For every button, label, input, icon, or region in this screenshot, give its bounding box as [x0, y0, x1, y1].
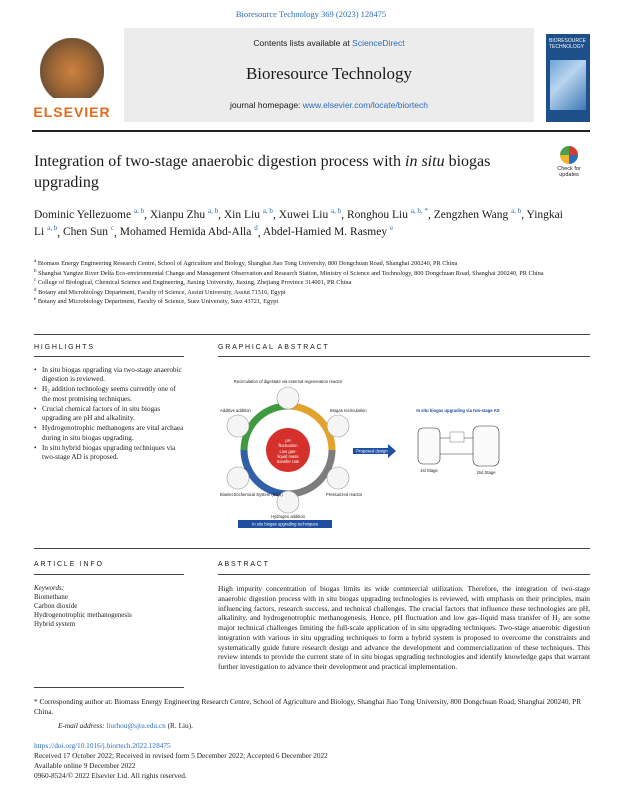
- author-name[interactable]: Mohamed Hemida Abd-Alla: [119, 226, 252, 239]
- affiliation-text: Botany and Microbiology Department, Faculty of Science, Assiut University, Assiut 71516, Egypt: [38, 288, 286, 296]
- caption-text: In situ biogas upgrading techniques: [252, 521, 318, 527]
- affiliation: [34, 297, 574, 307]
- label-bes: Bioelectrochemical System (BES): [220, 492, 283, 497]
- arrow-label: Proposed design: [356, 448, 388, 454]
- recirculation-node: [327, 415, 349, 437]
- author-affiliation-marker[interactable]: a, b: [47, 224, 58, 233]
- journal-title: Bioresource Technology: [245, 64, 413, 83]
- reactor-1-label: 1st Stage: [420, 468, 438, 473]
- pressurized-node: [327, 467, 349, 489]
- author-affiliation-marker[interactable]: e: [389, 224, 394, 233]
- homepage-prefix: journal homepage:: [230, 100, 303, 110]
- email-line: [58, 721, 193, 730]
- affiliation-key: a: [34, 259, 37, 264]
- author-list: Dominic Yellezuome $^{a, b}$, Xianpu Zhu $^{a, b}$, Xin Liu $^{a, b}$, Xuwei Liu $^{a, b}$, Ronghou Liu $^{a, b, *}$, Zengzhen Wang $^{a, b}$, Yingkai Li $^{a, b}$, Chen Sun $^c$, Mohamed Hemida Abd-Alla $^d$, Abdel-Hamied M. Rasmey $^e$: [34, 207, 563, 239]
- affiliation: [34, 278, 574, 288]
- keywords-label: Keywords:: [34, 584, 65, 592]
- paper-title: [34, 152, 494, 194]
- journal-cover-thumbnail[interactable]: [546, 34, 590, 122]
- crossmark-icon: [560, 146, 578, 164]
- core-line-5: transfer rate: [276, 459, 300, 464]
- author[interactable]: [224, 209, 273, 221]
- affiliation-text: Biomass Energy Engineering Research Centre, School of Agriculture and Biology, Shanghai Jiao Tong University, 800 Dongchuan Road, Shanghai 200240, PR China: [37, 260, 458, 268]
- additive-node: [227, 415, 249, 437]
- affiliation: [34, 288, 574, 298]
- core-line-2: fluctuation: [278, 443, 298, 448]
- email-suffix: (R. Liu).: [165, 721, 193, 730]
- author-affiliation-marker[interactable]: a, b, *: [410, 207, 428, 215]
- title-part1: Integration of two-stage anaerobic digestion process with: [34, 153, 405, 170]
- check-updates-label: Check for updates: [557, 166, 581, 179]
- affiliation-list: [34, 259, 574, 307]
- affiliation-key: b: [34, 268, 37, 274]
- received-dates: Received 17 October 2022; Received in revised form 5 December 2022; Accepted 6 December 2022: [34, 751, 328, 760]
- label-hydrogen: Hydrogen addition: [271, 514, 305, 519]
- affiliation-key: c: [34, 278, 37, 284]
- available-online: Available online 9 December 2022: [34, 761, 136, 770]
- author-name[interactable]: Xianpu Zhu: [149, 208, 206, 221]
- sciencedirect-link[interactable]: ScienceDirect: [352, 38, 405, 48]
- journal-banner: [124, 28, 534, 122]
- highlights-list: [34, 366, 184, 463]
- email-link[interactable]: liurhou@sjtu.edu.cn: [106, 721, 166, 730]
- author-affiliation-marker[interactable]: d: [254, 224, 258, 233]
- elsevier-logo[interactable]: [32, 38, 112, 120]
- author-name[interactable]: Zengzhen Wang: [433, 208, 509, 221]
- author-name[interactable]: Dominic Yellezuome: [34, 208, 132, 221]
- email-label: E-mail address:: [58, 721, 107, 730]
- author-affiliation-marker[interactable]: a, b: [133, 207, 145, 215]
- label-pressurized: Pressurized reactor: [326, 492, 363, 497]
- footnote-rule: [34, 687, 184, 688]
- graphical-abstract-rule: [218, 356, 590, 357]
- graphical-abstract-heading: GRAPHICAL ABSTRACT: [218, 344, 330, 351]
- author-affiliation-marker[interactable]: a, b: [262, 207, 273, 215]
- keyword: Hybrid system: [34, 620, 76, 629]
- keyword: Carbon dioxide: [34, 602, 78, 611]
- gas-tank: [450, 432, 464, 442]
- article-info-heading: ARTICLE INFO: [34, 561, 104, 568]
- affiliations-divider: [34, 334, 590, 335]
- author[interactable]: [263, 226, 393, 238]
- abstract-rule: [218, 574, 590, 575]
- author[interactable]: [150, 209, 218, 221]
- reactor-2: [473, 426, 499, 466]
- issn-copyright: 0960-8524/© 2022 Elsevier Ltd. All rights reserved.: [34, 771, 187, 780]
- homepage-line: [124, 100, 534, 110]
- author-affiliation-marker[interactable]: a, b: [207, 207, 219, 215]
- graphical-abstract-figure[interactable]: [218, 378, 520, 528]
- author[interactable]: [347, 209, 428, 221]
- title-italic: in situ: [405, 153, 445, 170]
- elsevier-tree-icon: [40, 38, 104, 98]
- journal-homepage-link[interactable]: www.elsevier.com/locate/biortech: [302, 100, 428, 110]
- reactor-2-label: 2nd Stage: [476, 470, 496, 475]
- article-info-rule: [34, 574, 184, 575]
- author-name[interactable]: Chen Sun: [62, 226, 109, 239]
- reactor-1: [418, 428, 440, 464]
- author-name[interactable]: Ronghou Liu: [346, 208, 408, 221]
- abstract-heading: ABSTRACT: [218, 561, 270, 568]
- corresponding-author-note: * Corresponding author at: Biomass Energy Engineering Research Centre, School of Agriculture and Biology, Shanghai Jiao Tong University, 800 Dongchuan Road, Shanghai 200240, PR China.: [34, 697, 582, 716]
- affiliation: [34, 269, 574, 279]
- affiliation-key: e: [34, 297, 37, 303]
- author[interactable]: [279, 209, 342, 221]
- header-divider: [32, 130, 590, 132]
- cover-art: [550, 60, 586, 110]
- core-line-4: liquid mass: [277, 454, 299, 459]
- author[interactable]: [434, 209, 522, 221]
- highlight-item: • In situ biogas upgrading via two-stage anaerobic digestion is reviewed.: [34, 366, 184, 384]
- affiliation-text: Shanghai Yangtze River Delta Eco-environmental Change and Management Observation and Research Station, Ministry of Science and Technology, 800 Dongchuan Road, Shanghai 200240, PR China: [38, 269, 544, 277]
- highlight-item: • Crucial chemical factors of in situ biogas upgrading are pH and alkalinity.: [34, 405, 184, 423]
- keyword: Biomethane: [34, 593, 68, 601]
- contents-line: [124, 38, 534, 48]
- cover-title: BIORESOURCE TECHNOLOGY: [549, 38, 586, 50]
- author-name[interactable]: Abdel-Hamied M. Rasmey: [262, 226, 388, 239]
- author[interactable]: [120, 226, 258, 238]
- check-for-updates-badge[interactable]: [548, 146, 590, 184]
- highlight-item: • Hydrogenotrophic methanogens are vital archaea during in situ biogas upgrading.: [34, 424, 184, 442]
- publisher-wordmark: ELSEVIER: [33, 104, 111, 120]
- affiliation: [34, 259, 574, 269]
- affiliation-text: Botany and Microbiology Department, Faculty of Science, Suez University, Suez 43721, Egypt: [37, 298, 279, 306]
- keyword: Hydrogenotrophic methanogenesis: [34, 611, 132, 620]
- affiliation-text: College of Biological, Chemical Science and Engineering, Jiaxing University, Jiaxing, Zhejiang Province 314001, PR China: [37, 279, 352, 287]
- core-line-1: pH: [285, 438, 291, 443]
- author[interactable]: [63, 226, 114, 238]
- label-additive: Additive addition: [220, 408, 251, 413]
- panel-title: In situ biogas upgrading via two-stage AD: [416, 408, 500, 413]
- bes-node: [227, 467, 249, 489]
- author-name[interactable]: Xin Liu: [223, 208, 260, 221]
- regeneration-node: [277, 387, 299, 409]
- core-line-3: Low gas-: [279, 449, 297, 454]
- author[interactable]: [34, 209, 144, 221]
- highlight-item: • H₂ addition technology seems currently one of the most promising techniques.: [34, 385, 184, 403]
- highlights-rule: [34, 356, 184, 357]
- author-affiliation-marker[interactable]: a, b: [511, 207, 522, 215]
- journal-header: [32, 28, 590, 124]
- highlights-heading: HIGHLIGHTS: [34, 344, 95, 351]
- author-name[interactable]: Yingkai Li: [34, 208, 563, 239]
- contents-prefix: Contents lists available at: [253, 38, 353, 48]
- doi-link[interactable]: https://doi.org/10.1016/j.biortech.2022.128475: [34, 741, 171, 750]
- title-part2: biogas upgrading: [34, 153, 491, 191]
- label-regeneration: Recirculation of digestate via external regeneration reactor: [233, 379, 343, 384]
- highlight-item: • In situ hybrid biogas upgrading techniques via two-stage AD is proposed.: [34, 444, 184, 462]
- author-name[interactable]: Xuwei Liu: [278, 208, 329, 221]
- abstract-text: High impurity concentration of biogas limits its wide commercial utilization. Therefore, the integration of two-stage anaerobic digestion process with in situ biogas upgrading technologies is reviewed, with emphasis on their principles, main influencing factors, research success, and technical challenges. The crucial factors that influence these technologies are pH, alkalinity, and hydrogenotrophic methanogenesis. Hence, pH fluctuation and low gas–liquid mass transfer of H₂ are some major technical challenges limiting the full-scale application of in situ upgrading techniques. Two-stage anaerobic digestion integration with various in situ upgrading techniques to form a hybrid system is proposed to overcome the constraints and systematically guide future research design and advance the development and commercialization of these techniques. This review intends to provide the current state of in situ biogas upgrading technologies and identify knowledge gaps that warrant further investigation to advance their development and practical implementation.: [218, 584, 590, 672]
- author-affiliation-marker[interactable]: a, b: [331, 207, 342, 215]
- section-divider: [34, 548, 590, 549]
- author-affiliation-marker[interactable]: c: [110, 224, 114, 233]
- journal-citation[interactable]: Bioresource Technology 369 (2023) 128475: [235, 9, 387, 19]
- keywords-list: [34, 593, 132, 629]
- affiliation-key: d: [34, 287, 37, 293]
- label-recirculation: Biogas recirculation: [330, 408, 367, 413]
